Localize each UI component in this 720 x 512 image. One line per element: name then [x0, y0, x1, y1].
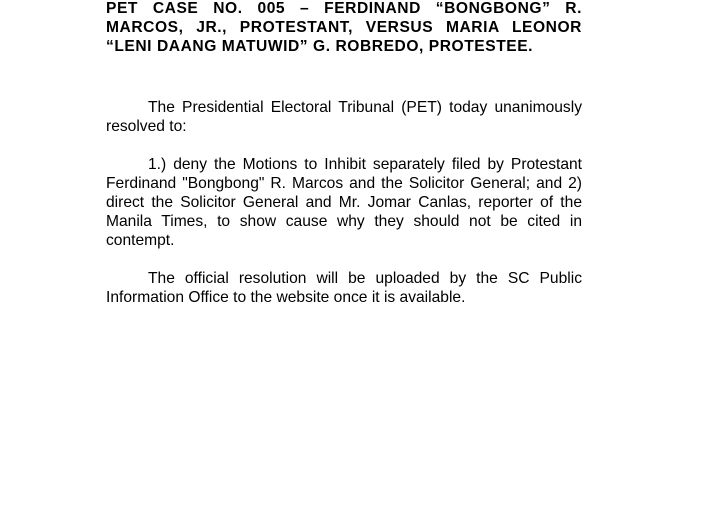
upload-notice-paragraph: The official resolution will be uploaded by the SC Public Information Office to the website once it is available. [106, 270, 582, 306]
intro-paragraph: The Presidential Electoral Tribunal (PET) today unanimously resolved to: [106, 99, 582, 135]
case-title: PET CASE NO. 005 – FERDINAND “BONGBONG” R. MARCOS, JR., PROTESTANT, VERSUS MARIA LEONOR “LENI DAANG MATUWID” G. ROBREDO, PROTESTEE. [106, 0, 582, 55]
resolution-paragraph: 1.) deny the Motions to Inhibit separately filed by Protestant Ferdinand "Bongbong" R. Marcos and the Solicitor General; and 2) direct the Solicitor General and Mr. Jomar Canlas, reporter of the Manila Times, to show cause why they should not be cited in contempt. [106, 156, 582, 249]
